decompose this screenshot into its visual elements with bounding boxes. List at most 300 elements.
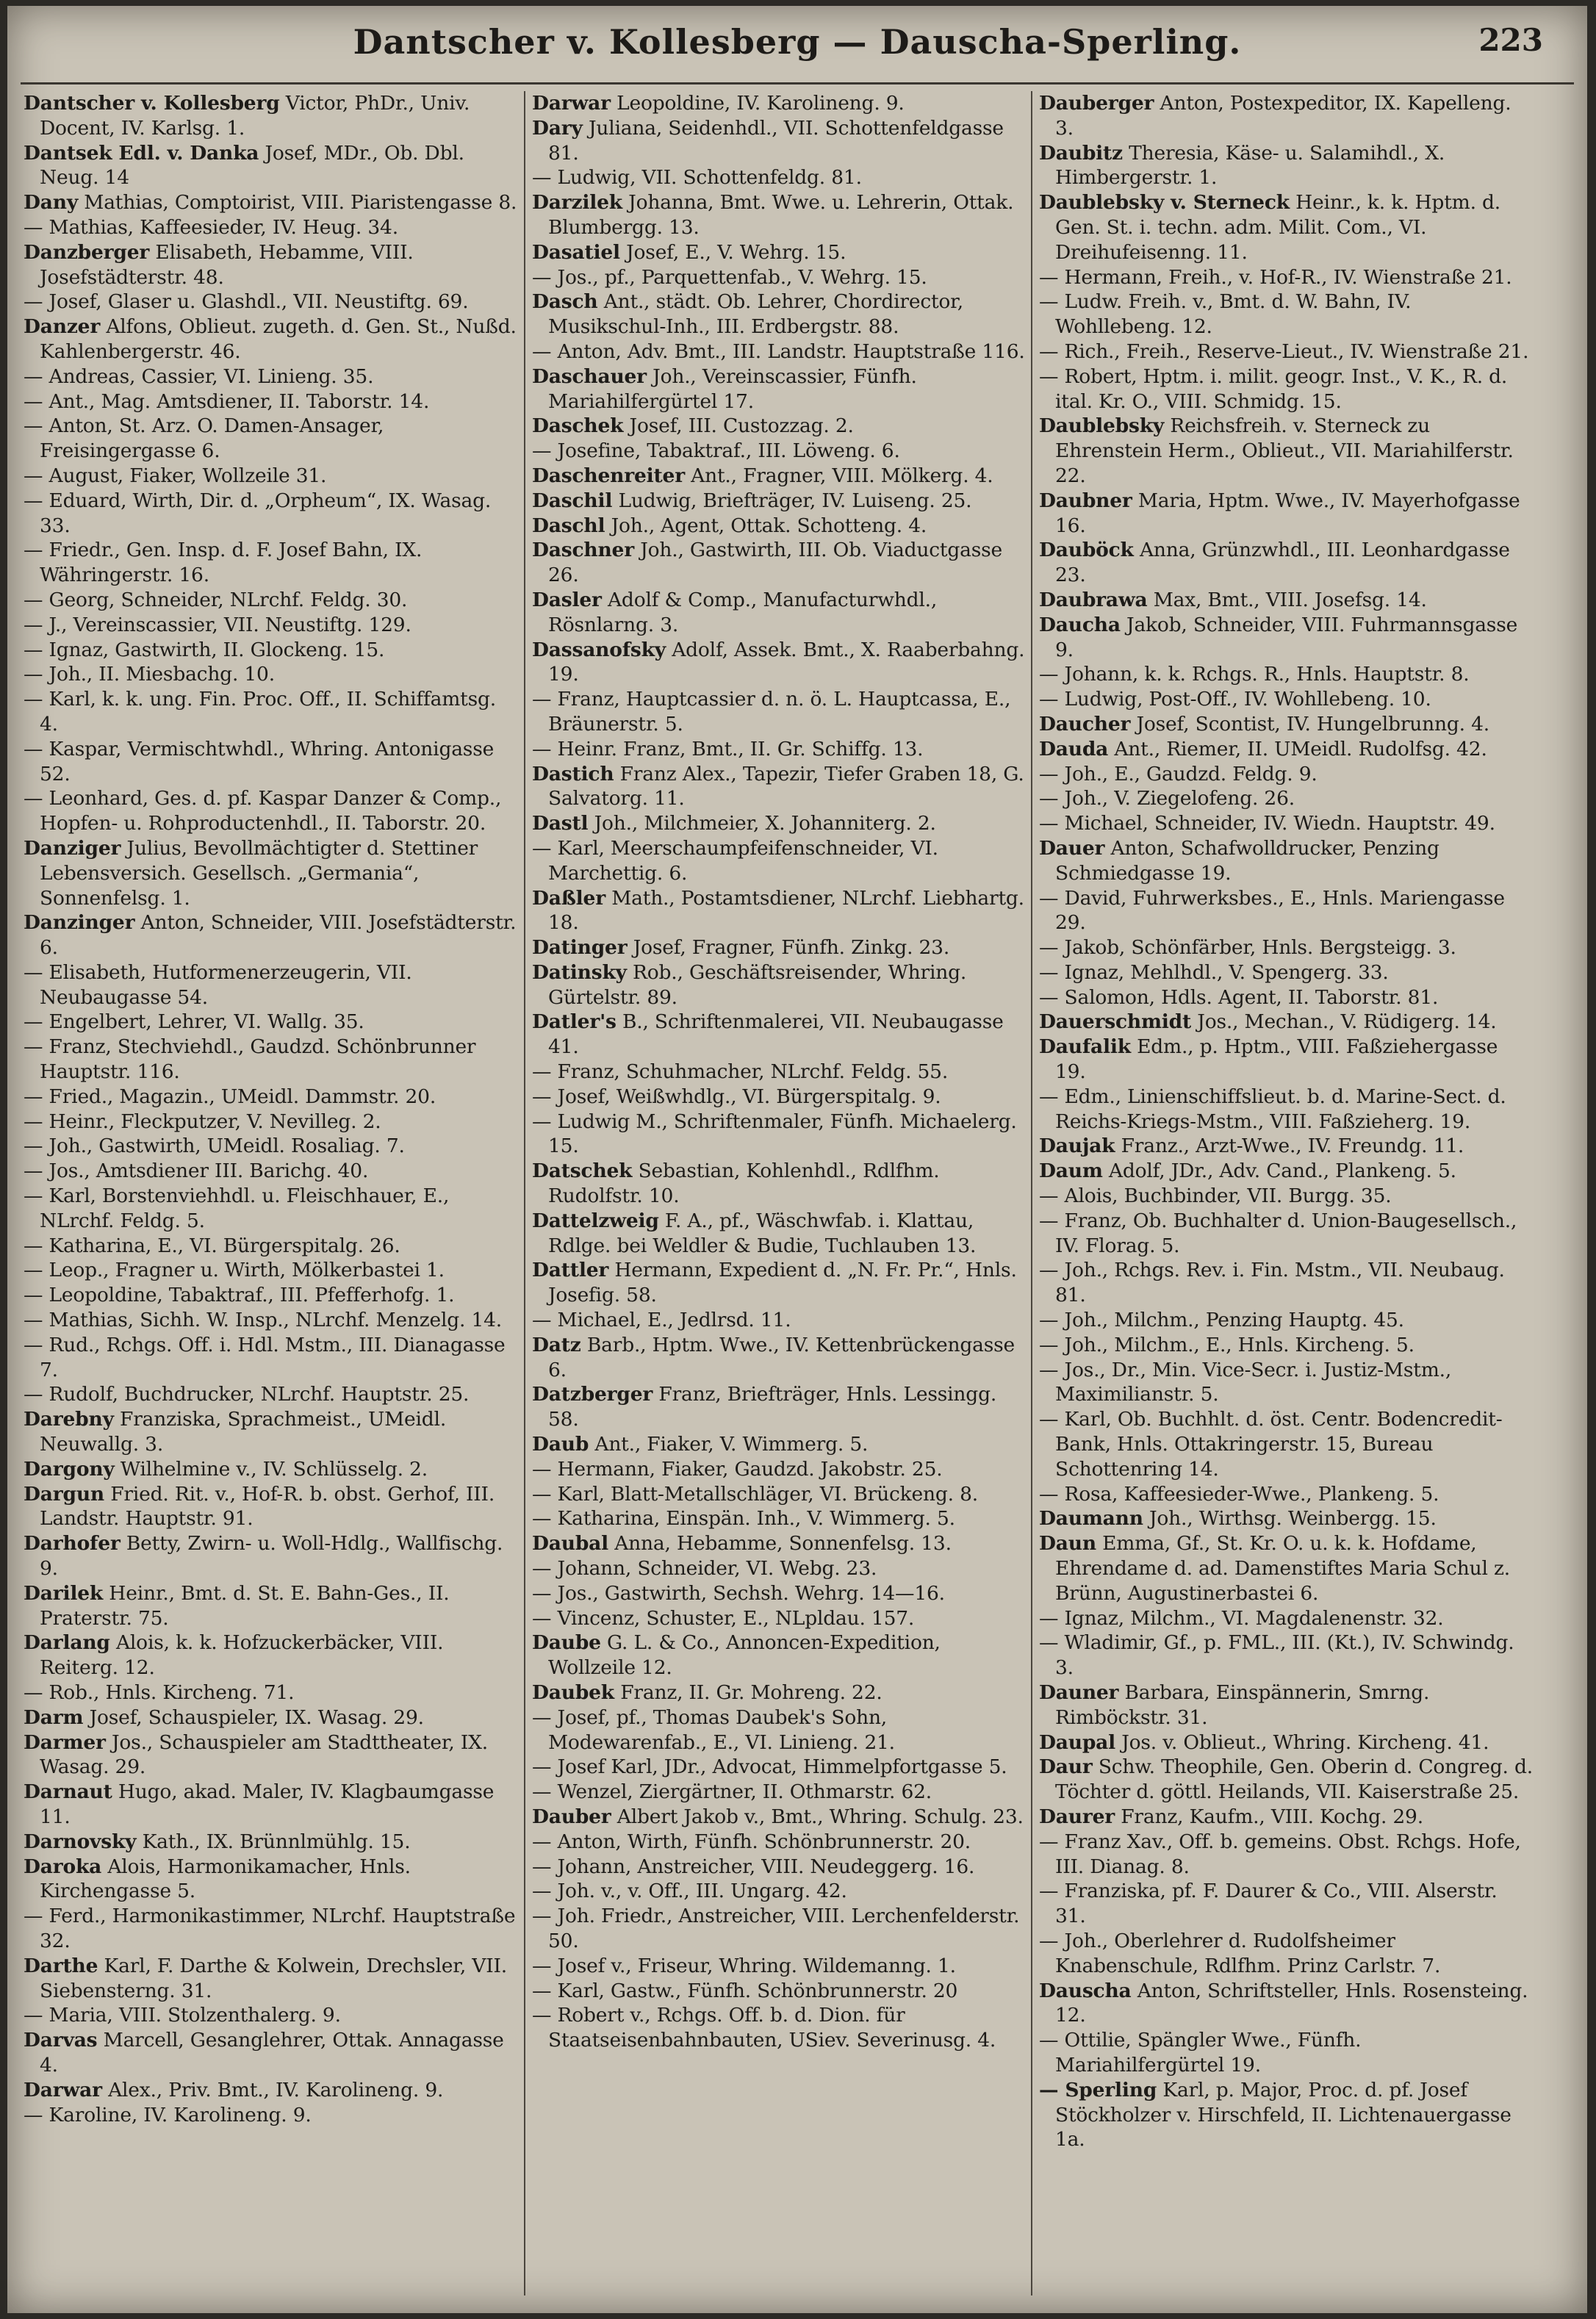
directory-entry — [532, 1506, 1026, 1531]
directory-entry — [24, 687, 517, 737]
directory-entry — [24, 662, 517, 687]
directory-entry — [532, 737, 1026, 762]
entry-details: — Heinr., Fleckputzer, V. Nevilleg. 2. — [24, 1110, 381, 1133]
directory-entry — [532, 960, 1026, 1010]
directory-entry — [24, 737, 517, 787]
entry-surname: Daube — [532, 1631, 601, 1655]
directory-entry — [24, 314, 517, 364]
entry-details: — Josef, Glaser u. Glashdl., VII. Neustiftg. 69. — [24, 290, 469, 314]
directory-entry — [24, 240, 517, 290]
directory-entry — [24, 464, 517, 489]
directory-entry — [532, 1979, 1026, 2004]
entry-details: — Fried., Magazin., UMeidl. Dammstr. 20. — [24, 1085, 436, 1108]
entry-details: — Hermann, Freih., v. Hof-R., IV. Wienstraße 21. — [1039, 265, 1512, 289]
directory-entry — [532, 1482, 1026, 1507]
directory-entry — [532, 514, 1026, 539]
entry-surname: Darmer — [24, 1730, 106, 1754]
entry-details: — Karoline, IV. Karolineng. 9. — [24, 2103, 312, 2126]
directory-entry — [1039, 1333, 1533, 1358]
entry-surname: Daschek — [532, 414, 624, 438]
entry-details: — Leop., Fragner u. Wirth, Mölkerbastei 1. — [24, 1259, 445, 1282]
entry-details: Anna, Grünzwhdl., III. Leonhardgasse 23. — [1055, 539, 1510, 587]
directory-entry — [1039, 489, 1533, 539]
directory-entry — [1039, 836, 1533, 886]
directory-entry — [532, 588, 1026, 638]
entry-details: — Katharina, E., VI. Bürgerspitalg. 26. — [24, 1234, 400, 1257]
directory-entry — [532, 1631, 1026, 1680]
entry-details: Alex., Priv. Bmt., IV. Karolineng. 9. — [101, 2078, 444, 2102]
entry-details: Alois, k. k. Hofzuckerbäcker, VIII. Reiterg. 12. — [40, 1631, 444, 1680]
directory-entry — [1039, 1531, 1533, 1606]
entry-details: Heinr., Bmt. d. St. E. Bahn-Ges., II. Praterstr. 75. — [40, 1581, 450, 1630]
entry-details: — Karl, Borstenviehhdl. u. Fleischhauer, E., NLrchf. Feldg. 5. — [24, 1184, 450, 1232]
directory-entry — [24, 1780, 517, 1830]
entry-surname: Datler's — [532, 1010, 617, 1034]
directory-entry — [532, 1879, 1026, 1904]
directory-entry — [1039, 1879, 1533, 1929]
directory-entry — [532, 886, 1026, 936]
entry-surname: Danzer — [24, 315, 101, 339]
entry-surname: Daubitz — [1039, 141, 1123, 165]
entry-surname: Dauner — [1039, 1681, 1119, 1704]
entry-details: — Ant., Mag. Amtsdiener, II. Taborstr. 14. — [24, 389, 430, 413]
directory-entry — [1039, 1134, 1533, 1159]
entry-details: — Anton, Wirth, Fünfh. Schönbrunnerstr. 20. — [532, 1830, 971, 1853]
directory-entry — [1039, 613, 1533, 663]
directory-entry — [24, 786, 517, 836]
column-2 — [532, 91, 1026, 2295]
directory-entry — [532, 1531, 1026, 1556]
entry-surname: Darilek — [24, 1581, 104, 1605]
entry-details: Schw. Theophile, Gen. Oberin d. Congreg. d. Töchter d. göttl. Heilands, VII. Kaiserstraße 25. — [1055, 1755, 1533, 1804]
directory-entry — [532, 1805, 1026, 1830]
directory-entry — [532, 364, 1026, 414]
entry-details: — Anton, Adv. Bmt., III. Landstr. Hauptstraße 116. — [532, 339, 1025, 363]
directory-entry — [1039, 538, 1533, 588]
entry-details: Ant., Riemer, II. UMeidl. Rudolfsg. 42. — [1108, 737, 1487, 761]
entry-details: Josef, III. Custozzag. 2. — [623, 414, 854, 438]
directory-entry — [24, 1085, 517, 1110]
entry-details: — Anton, St. Arz. O. Damen-Ansager, Freisingergasse 6. — [24, 414, 384, 463]
directory-entry — [532, 1855, 1026, 1880]
directory-entry — [532, 439, 1026, 464]
entry-details: — Alois, Buchbinder, VII. Burgg. 35. — [1039, 1184, 1392, 1208]
entry-details: Josef, Scontist, IV. Hungelbrunng. 4. — [1130, 712, 1489, 736]
directory-entry — [24, 2028, 517, 2078]
entry-details: — Franz, Ob. Buchhalter d. Union-Baugesellsch., IV. Florag. 5. — [1039, 1209, 1517, 1257]
directory-entry — [1039, 1506, 1533, 1531]
entry-surname: Dasch — [532, 290, 598, 314]
entry-details: Anna, Hebamme, Sonnenfelsg. 13. — [608, 1532, 952, 1556]
entry-details: — Joh., Gastwirth, UMeidl. Rosaliag. 7. — [24, 1135, 405, 1158]
entry-details: Johanna, Bmt. Wwe. u. Lehrerin, Ottak. Blumbergg. 13. — [548, 191, 1014, 239]
directory-entry — [24, 1035, 517, 1085]
directory-entry — [1039, 1680, 1533, 1730]
directory-entry — [1039, 1308, 1533, 1333]
directory-entry — [532, 414, 1026, 439]
directory-entry — [24, 1904, 517, 1954]
entry-surname: Daun — [1039, 1532, 1096, 1556]
entry-surname: Darnaut — [24, 1780, 112, 1804]
entry-surname: Datschek — [532, 1160, 633, 1183]
entry-details: — Joh., Rchgs. Rev. i. Fin. Mstm., VII. Neubaug. 81. — [1039, 1259, 1505, 1307]
entry-details: — Joh. v., v. Off., III. Ungarg. 42. — [532, 1880, 847, 1903]
entry-surname: Darzilek — [532, 191, 622, 215]
directory-entry — [24, 638, 517, 663]
directory-entry — [1039, 364, 1533, 414]
directory-entry — [24, 1680, 517, 1705]
entry-surname: Danzinger — [24, 911, 135, 935]
entry-details: Reichsfreih. v. Sterneck zu Ehrenstein Herm., Oblieut., VII. Mariahilferstr. 22. — [1055, 414, 1514, 487]
entry-details: — Elisabeth, Hutformenerzeugerin, VII. Neubaugasse 54. — [24, 960, 412, 1009]
directory-entry — [24, 910, 517, 960]
directory-entry — [532, 836, 1026, 886]
entry-details: — Michael, E., Jedlrsd. 11. — [532, 1309, 791, 1332]
entry-details: Franz, II. Gr. Mohreng. 22. — [614, 1681, 883, 1704]
entry-details: Franz, Briefträger, Hnls. Lessingg. 58. — [548, 1383, 997, 1431]
entry-surname: Daubrawa — [1039, 588, 1148, 611]
entry-surname: Daublebsky — [1039, 414, 1165, 438]
directory-entry — [24, 1705, 517, 1730]
entry-details: — Jakob, Schönfärber, Hnls. Bergsteigg. 3. — [1039, 936, 1456, 960]
directory-entry — [532, 1010, 1026, 1060]
entry-details: — Johann, Schneider, VI. Webg. 23. — [532, 1557, 877, 1581]
entry-surname: Danziger — [24, 836, 121, 860]
directory-entry — [24, 1407, 517, 1457]
directory-entry — [1039, 2078, 1533, 2152]
entry-details: B., Schriftenmalerei, VII. Neubaugasse 41. — [548, 1010, 1004, 1059]
entry-surname: Daubek — [532, 1681, 614, 1704]
entry-surname: Daurer — [1039, 1805, 1115, 1828]
entry-details: Franziska, Sprachmeist., UMeidl. Neuwallg. 3. — [40, 1408, 447, 1456]
entry-details: — Rosa, Kaffeesieder-Wwe., Plankeng. 5. — [1039, 1482, 1439, 1506]
directory-entry — [1039, 2028, 1533, 2078]
directory-entry — [24, 1159, 517, 1184]
entry-details: — Karl, Gastw., Fünfh. Schönbrunnerstr. 20 — [532, 1979, 958, 2002]
entry-surname: Daujak — [1039, 1135, 1115, 1158]
entry-details: — Engelbert, Lehrer, VI. Wallg. 35. — [24, 1010, 364, 1034]
entry-details: — Joh., E., Gaudzd. Feldg. 9. — [1039, 762, 1318, 785]
entry-surname: Dastl — [532, 812, 589, 835]
directory-entry — [532, 1680, 1026, 1705]
directory-entry — [1039, 339, 1533, 364]
entry-surname: Daufalik — [1039, 1035, 1131, 1059]
directory-entry — [1039, 190, 1533, 265]
entry-surname: Dauberger — [1039, 92, 1154, 115]
page-title: Dantscher v. Kollesberg — Dauscha-Sperling. — [353, 22, 1242, 62]
directory-entry — [1039, 1482, 1533, 1507]
entry-details: — Robert v., Rchgs. Off. b. d. Dion. für Staatseisenbahnbauten, USiev. Severinusg. 4. — [532, 2004, 996, 2052]
entry-details: — David, Fuhrwerksbes., E., Hnls. Mariengasse 29. — [1039, 886, 1505, 935]
entry-details: — Hermann, Fiaker, Gaudzd. Jakobstr. 25. — [532, 1457, 943, 1481]
directory-entry — [532, 1780, 1026, 1805]
directory-entry — [532, 1159, 1026, 1209]
directory-entry — [532, 687, 1026, 737]
entry-surname: Dauerschmidt — [1039, 1010, 1192, 1034]
entry-surname: Daucha — [1039, 613, 1121, 636]
entry-details: Elisabeth, Hebamme, VIII. Josefstädterstr. 48. — [40, 240, 414, 289]
entry-details: Adolf, JDr., Adv. Cand., Plankeng. 5. — [1102, 1160, 1456, 1183]
entry-details: — Leonhard, Ges. d. pf. Kaspar Danzer & Comp., Hopfen- u. Rohproductenhdl., II. Taborstr. 20. — [24, 787, 502, 835]
entry-surname: Dauber — [532, 1805, 611, 1828]
entry-surname: Dantsek Edl. v. Danka — [24, 141, 259, 165]
entry-details: Emma, Gf., St. Kr. O. u. k. k. Hofdame, Ehrendame d. ad. Damenstiftes Maria Schul z. Brünn, Augustinerbastei 6. — [1055, 1532, 1510, 1605]
directory-entry — [532, 190, 1026, 240]
entry-details: Heinr., k. k. Hptm. d. Gen. St. i. techn. adm. Milit. Com., VI. Dreihufeisenng. 11. — [1055, 191, 1501, 264]
entry-surname: Dauer — [1039, 836, 1105, 860]
directory-entry — [24, 215, 517, 240]
entry-details: Fried. Rit. v., Hof-R. b. obst. Gerhof, III. Landstr. Hauptstr. 91. — [40, 1482, 495, 1531]
entry-details: Barbara, Einspännerin, Smrng. Rimböckstr. 31. — [1055, 1681, 1430, 1729]
entry-details: — Franz, Stechviehdl., Gaudzd. Schönbrunner Hauptstr. 116. — [24, 1035, 476, 1084]
directory-entry — [532, 116, 1026, 166]
directory-entry — [1039, 1010, 1533, 1035]
directory-entry — [532, 2003, 1026, 2053]
running-header — [7, 22, 1587, 66]
entry-details: Sebastian, Kohlenhdl., Rdlfhm. Rudolfstr. 10. — [548, 1160, 940, 1208]
entry-details: Juliana, Seidenhdl., VII. Schottenfeldgasse 81. — [548, 116, 1004, 165]
entry-surname: Darwar — [24, 2078, 102, 2102]
entry-details: Jakob, Schneider, VIII. Fuhrmannsgasse 9. — [1055, 613, 1518, 661]
entry-details: — Heinr. Franz, Bmt., II. Gr. Schiffg. 13. — [532, 737, 924, 761]
entry-details: — Ludw. Freih. v., Bmt. d. W. Bahn, IV. Wohllebeng. 12. — [1039, 290, 1412, 339]
entry-details: Max, Bmt., VIII. Josefsg. 14. — [1147, 588, 1427, 611]
entry-details: Theresia, Käse- u. Salamihdl., X. Himbergerstr. 1. — [1055, 141, 1445, 190]
entry-surname: Daupal — [1039, 1730, 1115, 1754]
directory-entry — [1039, 687, 1533, 712]
directory-entry — [532, 240, 1026, 265]
entry-details: — Karl, Ob. Buchhlt. d. öst. Centr. Bodencredit-Bank, Hnls. Ottakringerstr. 15, Bureau Schottenring 14. — [1039, 1408, 1503, 1481]
directory-entry — [24, 190, 517, 215]
entry-details: Maria, Hptm. Wwe., IV. Mayerhofgasse 16. — [1055, 489, 1520, 537]
entry-details: — Ludwig, VII. Schottenfeldg. 81. — [532, 166, 862, 190]
directory-entry — [532, 489, 1026, 514]
directory-entry — [532, 1060, 1026, 1085]
entry-surname: Darlang — [24, 1631, 110, 1655]
entry-surname: Dasler — [532, 588, 602, 611]
entry-details: Joh., Gastwirth, III. Ob. Viaductgasse 26. — [548, 539, 1003, 587]
directory-entry — [1039, 588, 1533, 613]
directory-entry — [24, 1333, 517, 1383]
entry-details: Jos., Mechan., V. Rüdigerg. 14. — [1191, 1010, 1497, 1034]
entry-details: Anton, Schriftsteller, Hnls. Rosensteing. 12. — [1055, 1979, 1528, 2027]
entry-surname: Daschauer — [532, 364, 647, 388]
entry-details: Jos., Schauspieler am Stadttheater, IX. Wasag. 29. — [40, 1730, 489, 1779]
directory-entry — [532, 538, 1026, 588]
entry-details: Joh., Vereinscassier, Fünfh. Mariahilfergürtel 17. — [548, 364, 917, 413]
entry-details: Josef, MDr., Ob. Dbl. Neug. 14 — [40, 141, 464, 190]
entry-details: Alfons, Oblieut. zugeth. d. Gen. St., Nußd. Kahlenbergerstr. 46. — [40, 315, 517, 363]
header-rule — [21, 82, 1574, 85]
entry-details: Hermann, Expedient d. „N. Fr. Pr.“, Hnls. Josefig. 58. — [548, 1259, 1017, 1307]
directory-entry — [24, 1631, 517, 1680]
page-number: 223 — [1478, 22, 1543, 58]
entry-surname: Darwar — [532, 92, 611, 115]
directory-entry — [532, 1581, 1026, 1606]
entry-surname: Daubner — [1039, 489, 1132, 512]
directory-entry — [24, 960, 517, 1010]
entry-details: — Ferd., Harmonikastimmer, NLrchf. Hauptstraße 32. — [24, 1905, 516, 1952]
directory-entry — [24, 613, 517, 638]
entry-details: — Andreas, Cassier, VI. Linieng. 35. — [24, 364, 374, 388]
directory-entry — [1039, 1358, 1533, 1408]
entry-details: — Karl, k. k. ung. Fin. Proc. Off., II. Schiffamtsg. 4. — [24, 688, 496, 736]
directory-entry — [1039, 1035, 1533, 1085]
entry-surname: Dasatiel — [532, 240, 620, 264]
entry-surname: Datz — [532, 1333, 581, 1356]
entry-details: — Josef Karl, JDr., Advocat, Himmelpfortgasse 5. — [532, 1755, 1007, 1779]
entry-surname: Daum — [1039, 1160, 1103, 1183]
entry-surname: Daschil — [532, 489, 613, 512]
directory-entry — [532, 1830, 1026, 1855]
directory-entry — [24, 588, 517, 613]
entry-details: — Jos., Dr., Min. Vice-Secr. i. Justiz-Mstm., Maximilianstr. 5. — [1039, 1358, 1452, 1406]
directory-entry — [532, 1432, 1026, 1457]
directory-entry — [1039, 786, 1533, 811]
directory-entry — [24, 538, 517, 588]
entry-details: — Franziska, pf. F. Daurer & Co., VIII. Alserstr. 31. — [1039, 1880, 1498, 1928]
directory-entry — [1039, 1730, 1533, 1755]
entry-details: Franz, Kaufm., VIII. Kochg. 29. — [1115, 1805, 1423, 1828]
column-1 — [24, 91, 517, 2295]
entry-surname: Dattler — [532, 1259, 609, 1282]
entry-details: — Leopoldine, Tabaktraf., III. Pfefferhofg. 1. — [24, 1284, 455, 1307]
entry-surname: Dargony — [24, 1457, 115, 1481]
entry-surname: Daublebsky v. Sterneck — [1039, 191, 1290, 215]
directory-entry — [24, 1010, 517, 1035]
entry-surname: Dargun — [24, 1482, 104, 1506]
directory-entry — [24, 1382, 517, 1407]
entry-details: — Ludwig M., Schriftenmaler, Fünfh. Michaelerg. 15. — [532, 1110, 1017, 1158]
column-divider — [524, 91, 525, 2295]
directory-entry — [532, 1258, 1026, 1308]
entry-details: — Georg, Schneider, NLrchf. Feldg. 30. — [24, 588, 408, 611]
entry-details: — Johann, k. k. Rchgs. R., Hnls. Hauptstr. 8. — [1039, 663, 1470, 686]
entry-surname: Darthe — [24, 1954, 98, 1977]
entry-surname: Dany — [24, 191, 79, 215]
directory-entry — [1039, 290, 1533, 339]
directory-entry — [532, 638, 1026, 688]
entry-details: Math., Postamtsdiener, NLrchf. Liebhartg. 18. — [548, 886, 1024, 935]
entry-details: — Ignaz, Milchm., VI. Magdalenenstr. 32. — [1039, 1606, 1444, 1630]
entry-details: Jos. v. Oblieut., Whring. Kircheng. 41. — [1115, 1730, 1489, 1754]
entry-surname: Dauda — [1039, 737, 1109, 761]
entry-details: Hugo, akad. Maler, IV. Klagbaumgasse 11. — [40, 1780, 495, 1828]
directory-entry — [532, 91, 1026, 116]
entry-surname: Dattelzweig — [532, 1209, 659, 1232]
entry-details: — Rudolf, Buchdrucker, NLrchf. Hauptstr. 25. — [24, 1383, 470, 1406]
entry-details: Betty, Zwirn- u. Woll-Hdlg., Wallfischg. 9. — [40, 1532, 503, 1581]
directory-entry — [1039, 960, 1533, 985]
entry-surname: Daschner — [532, 539, 634, 562]
entry-details: — Franz, Schuhmacher, NLrchf. Feldg. 55. — [532, 1060, 949, 1084]
directory-entry — [24, 91, 517, 141]
entry-surname: Darvas — [24, 2029, 98, 2052]
directory-entry — [24, 1457, 517, 1482]
entry-details: Anton, Postexpeditor, IX. Kapelleng. 3. — [1055, 92, 1511, 140]
entry-details: — Joh., II. Miesbachg. 10. — [24, 663, 275, 686]
directory-entry — [532, 811, 1026, 836]
directory-entry — [1039, 737, 1533, 762]
directory-entry — [24, 1234, 517, 1259]
entry-details: — Joh., Milchm., Penzing Hauptg. 45. — [1039, 1309, 1404, 1332]
directory-entry — [1039, 1805, 1533, 1830]
entry-details: — Maria, VIII. Stolzenthalerg. 9. — [24, 2004, 341, 2027]
directory-entry — [532, 1382, 1026, 1432]
directory-entry — [24, 2078, 517, 2103]
directory-entry — [24, 1730, 517, 1780]
column-divider — [1031, 91, 1032, 2295]
entry-details: — Johann, Anstreicher, VIII. Neudeggerg. 16. — [532, 1855, 975, 1878]
directory-entry — [24, 141, 517, 191]
entry-surname: Daumann — [1039, 1507, 1143, 1531]
entry-details: — Robert, Hptm. i. milit. geogr. Inst., V. K., R. d. ital. Kr. O., VIII. Schmidg. 15. — [1039, 364, 1508, 413]
entry-details: — Kaspar, Vermischtwhdl., Whring. Antonigasse 52. — [24, 737, 495, 785]
entry-surname: Dantscher v. Kollesberg — [24, 92, 280, 115]
column-3 — [1039, 91, 1533, 2295]
entry-details: — Josef v., Friseur, Whring. Wildemanng. 1. — [532, 1954, 956, 1977]
directory-entry — [24, 1258, 517, 1283]
entry-surname: Daschenreiter — [532, 464, 685, 487]
entry-surname: Daschl — [532, 514, 605, 537]
entry-details: — Jos., Amtsdiener III. Barichg. 40. — [24, 1160, 369, 1183]
entry-surname: Datinsky — [532, 960, 627, 984]
entry-details: Josef, E., V. Wehrg. 15. — [619, 240, 846, 264]
entry-surname: Daßler — [532, 886, 605, 910]
directory-entry — [532, 1333, 1026, 1383]
entry-surname: Darebny — [24, 1408, 114, 1431]
entry-details: Mathias, Comptoirist, VIII. Piaristengasse 8. — [78, 191, 517, 215]
directory-entry — [24, 489, 517, 539]
entry-surname: Darhofer — [24, 1532, 121, 1556]
entry-surname: Datzberger — [532, 1383, 653, 1406]
entry-surname: Dassanofsky — [532, 638, 666, 661]
entry-details: Ant., Fragner, VIII. Mölkerg. 4. — [684, 464, 993, 487]
entry-surname: Datinger — [532, 936, 628, 960]
directory-entry — [24, 1134, 517, 1159]
directory-entry — [1039, 1755, 1533, 1805]
entry-details: Karl, F. Darthe & Kolwein, Drechsler, VII. Siebensterng. 31. — [40, 1954, 507, 2002]
directory-entry — [1039, 1258, 1533, 1308]
directory-entry — [1039, 662, 1533, 687]
entry-details: — Jos., pf., Parquettenfab., V. Wehrg. 15. — [532, 265, 927, 289]
directory-entry — [1039, 265, 1533, 290]
entry-details: Joh., Milchmeier, X. Johanniterg. 2. — [588, 812, 936, 835]
entry-details: Albert Jakob v., Bmt., Whring. Schulg. 23. — [611, 1805, 1024, 1828]
directory-entry — [532, 1705, 1026, 1755]
directory-entry — [1039, 1631, 1533, 1680]
directory-entry — [1039, 1979, 1533, 2029]
entry-details: Adolf & Comp., Manufacturwhdl., Rösnlarng. 3. — [548, 588, 938, 636]
directory-entry — [532, 290, 1026, 339]
entry-details: — Mathias, Kaffeesieder, IV. Heug. 34. — [24, 215, 398, 239]
directory-entry — [24, 1482, 517, 1532]
directory-entry — [1039, 935, 1533, 960]
entry-details: — Wenzel, Ziergärtner, II. Othmarstr. 62. — [532, 1780, 932, 1804]
entry-surname: Dary — [532, 116, 583, 140]
entry-surname: Darm — [24, 1705, 84, 1729]
directory-entry — [24, 290, 517, 314]
directory-entry — [24, 836, 517, 910]
directory-entry — [1039, 811, 1533, 836]
directory-entry — [24, 389, 517, 414]
directory-entry — [1039, 762, 1533, 787]
entry-surname: Daubal — [532, 1532, 608, 1556]
entry-surname: — Sperling — [1039, 2078, 1157, 2102]
directory-entry — [1039, 1407, 1533, 1481]
directory-entry — [24, 1581, 517, 1631]
directory-entry — [1039, 1159, 1533, 1184]
